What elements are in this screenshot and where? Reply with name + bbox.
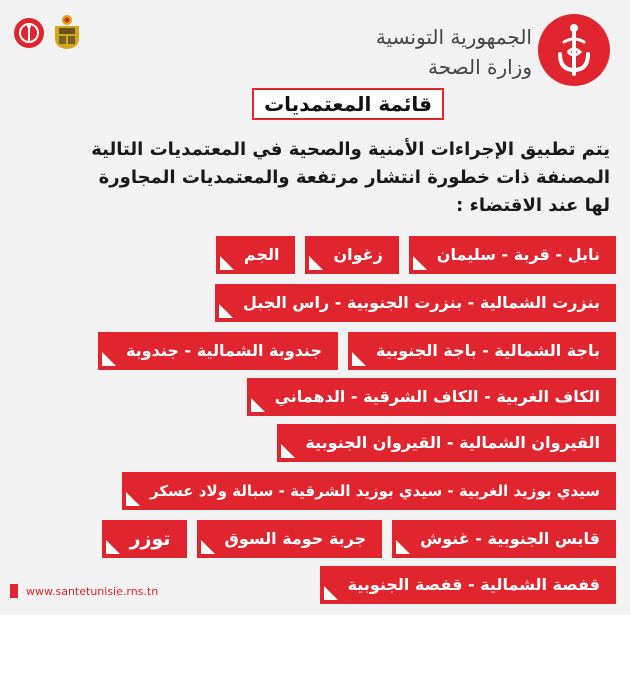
delegation-row xyxy=(122,472,616,510)
intro-text xyxy=(10,136,610,220)
url-marker-icon xyxy=(10,584,18,598)
delegation-tag: سيدي بوزيد الغربية - سيدي بوزيد الشرقية - سبالة ولاد عسكر xyxy=(122,472,616,510)
website-url: www.santetunisie.rns.tn xyxy=(26,584,159,598)
caduceus-icon xyxy=(538,14,610,86)
delegation-tag: زغوان xyxy=(305,236,398,274)
delegation-tag: جندوبة الشمالية - جندوبة xyxy=(98,332,338,370)
intro-line: يتم تطبيق الإجراءات الأمنية والصحية في المعتمديات التالية xyxy=(91,139,610,160)
delegation-tag: جربة حومة السوق xyxy=(197,520,383,558)
ministry-logo-small xyxy=(14,18,44,48)
caduceus-icon xyxy=(14,18,44,48)
delegation-tag: قابس الجنوبية - غنوش xyxy=(392,520,616,558)
website-link[interactable] xyxy=(10,584,158,598)
delegation-row xyxy=(247,378,616,416)
ministry-logo xyxy=(538,14,610,86)
delegation-row xyxy=(102,520,616,558)
delegation-tag: توزر xyxy=(102,520,187,558)
delegation-tag: الكاف الغربية - الكاف الشرقية - الدهماني xyxy=(247,378,616,416)
delegation-row xyxy=(216,236,616,274)
page-title: قائمة المعتمديات xyxy=(252,88,444,120)
intro-line: لها عند الاقتضاء : xyxy=(456,195,610,216)
delegation-row xyxy=(277,424,616,462)
ministry-name xyxy=(376,22,532,82)
intro-line: المصنفة ذات خطورة انتشار مرتفعة والمعتمديات المجاورة xyxy=(98,167,610,188)
delegation-row xyxy=(320,566,616,604)
delegation-tag: قفصة الشمالية - قفصة الجنوبية xyxy=(320,566,616,604)
delegation-row xyxy=(215,284,616,322)
delegation-tag: بنزرت الشمالية - بنزرت الجنوبية - راس الجبل xyxy=(215,284,616,322)
coat-of-arms-icon xyxy=(52,14,82,50)
delegation-row xyxy=(98,332,616,370)
ministry-label: وزارة الصحة xyxy=(428,55,532,79)
delegation-tag: باجة الشمالية - باجة الجنوبية xyxy=(348,332,616,370)
delegation-tag: القيروان الشمالية - القيروان الجنوبية xyxy=(277,424,616,462)
republic-label: الجمهورية التونسية xyxy=(375,25,532,49)
delegation-tag: الجم xyxy=(216,236,296,274)
delegation-tag: نابل - قربة - سليمان xyxy=(409,236,616,274)
